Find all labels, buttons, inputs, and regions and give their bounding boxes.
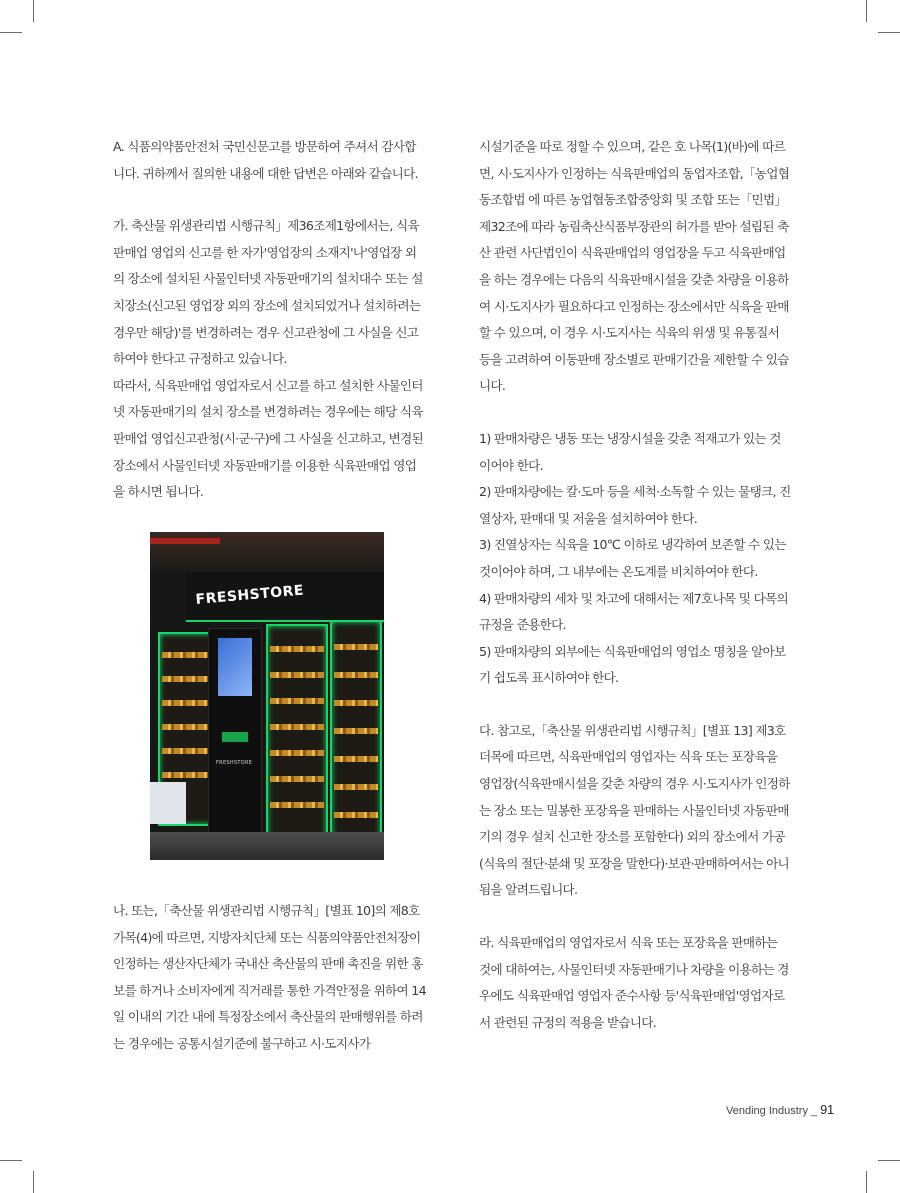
- display-case-center: [266, 624, 328, 840]
- crop-mark: [33, 1171, 34, 1193]
- answer-intro: A. 식품의약품안전처 국민신문고를 방문하여 주셔서 감사합니다. 귀하께서 질의한 내용에 대한 답변은 아래와 같습니다.: [113, 139, 418, 181]
- freshstore-sign: FRESHSTORE: [195, 582, 305, 608]
- crop-mark: [0, 1160, 22, 1161]
- crop-mark: [878, 32, 900, 33]
- crop-mark: [866, 1171, 867, 1193]
- kiosk-green-badge: [222, 732, 248, 742]
- crop-mark: [0, 32, 22, 33]
- list-item-5: 5) 판매차량의 외부에는 식육판매업의 영업소 명칭을 알아보기 쉽도록 표시하여야 한다.: [479, 643, 786, 686]
- kiosk-label: FRESHSTORE: [216, 760, 253, 766]
- display-case-right: [330, 620, 382, 844]
- list-item-3: 3) 진열상자는 식육을 10℃ 이하로 냉각하여 보존할 수 있는 것이어야 하며, 그 내부에는 온도계를 비치하여야 한다.: [479, 537, 786, 579]
- list-item-1: 1) 판매차량은 냉동 또는 냉장시설을 갖춘 적재고가 있는 것이어야 한다.: [479, 430, 781, 473]
- paragraph-ra: 라. 식육판매업의 영업자로서 식육 또는 포장육을 판매하는 것에 대하여는, 사물인터넷 자동판매기나 차량을 이용하는 경우에도 식육판매업 영업자 준수사항 등'식육판매업'영업자로서 관련된 규정의 적용을 받습니다.: [479, 935, 789, 1030]
- floor: [150, 832, 384, 860]
- page-number: 91: [820, 1103, 835, 1117]
- red-ceiling-accent: [150, 538, 220, 544]
- paragraph-da: 다. 참고로,「축산물 위생관리법 시행규칙」[별표 13] 제3호더목에 따르면, 식육판매업의 영업자는 식육 또는 포장육을 영업장(식육판매시설을 갖춘 차량의 경우 시·도지사가 인정하는 장소 또는 밀봉한 포장육을 판매하는 사물인터넷 자동판매기의 경우 설치 신고한 장소를 포함한다) 외의 장소에서 가공(식육의 절단·분쇄 및 포장을 말한다)·보관·판매하여서는 아니 됨을 알려드립니다.: [479, 722, 790, 898]
- crop-mark: [878, 1160, 900, 1161]
- paragraph-continued: 시설기준을 따로 정할 수 있으며, 같은 호 나목(1)(바)에 따르면, 시·도지사가 인정하는 식육판매업의 동업자조합,「농업협동조합법 에 따른 농업협동조합중앙회 및 조합 또는「민법」제32조에 따라 농림축산식품부장관의 허가를 받아 설립된 축산 관련 사단법인이 식육판매업의 영업장을 두고 식육판매업을 하는 경우에는 다음의 식육판매시설을 갖춘 차량을 이용하여 시·도지사가 필요하다고 인정하는 장소에서만 식육을 판매할 수 있으며, 이 경우 시·도지사는 식육의 위생 및 유통질서 등을 고려하여 이동판매 장소별로 판매기간을 제한할 수 있습니다.: [479, 139, 790, 394]
- paragraph-ga: 가. 축산물 위생관리법 시행규칙」제36조제1항에서는, 식육판매업 영업의 신고를 한 자가'영업장의 소재지'나'영업장 외의 장소에 설치된 사물인터넷 자동판매기의 설치대수 또는 설치장소(신고된 영업장 외의 장소에 설치되었거나 설치하려는 경우만 해당)'를 변경하려는 경우 신고관청에 그 사실을 신고하여야 한다고 규정하고 있습니다.: [113, 218, 423, 367]
- kiosk-screen: [218, 638, 252, 696]
- list-item-2: 2) 판매차량에는 칼·도마 등을 세척·소독할 수 있는 물탱크, 진열상자, 판매대 및 저울을 설치하여야 한다.: [479, 484, 791, 526]
- paragraph-therefore: 따라서, 식육판매업 영업자로서 신고를 하고 설치한 사물인터넷 자동판매기의 설치 장소를 변경하려는 경우에는 해당 식육판매업 영업신고관청(시·군·구)에 그 사실을 신고하고, 변경된 장소에서 사물인터넷 자동판매기를 이용한 식육판매업 영업을 하시면 됩니다.: [113, 377, 424, 500]
- left-column-top: [113, 134, 426, 506]
- right-column: [479, 134, 792, 1036]
- magazine-name: Vending Industry _: [726, 1105, 818, 1117]
- left-column-bottom: [113, 898, 426, 1058]
- page-footer: [726, 1103, 834, 1117]
- list-item-4: 4) 판매차량의 세차 및 차고에 대해서는 제7호나목 및 다목의 규정을 준용한다.: [479, 590, 788, 633]
- vending-store-photo: [150, 532, 384, 860]
- crop-mark: [33, 0, 34, 22]
- crop-mark: [866, 0, 867, 22]
- white-counter: [150, 782, 186, 824]
- paragraph-na: 나. 또는,「축산물 위생관리법 시행규칙」[별표 10]의 제8호가목(4)에 따르면, 지방자치단체 또는 식품의약품안전처장이 인정하는 생산자단체가 국내산 축산물의 판매 촉진을 위한 홍보를 하거나 소비자에게 직거래를 통한 가격안정을 위하여 14일 이내의 기간 내에 특정장소에서 축산물의 판매행위를 하려는 경우에는 공통시설기준에 불구하고 시·도지사가: [113, 903, 426, 1051]
